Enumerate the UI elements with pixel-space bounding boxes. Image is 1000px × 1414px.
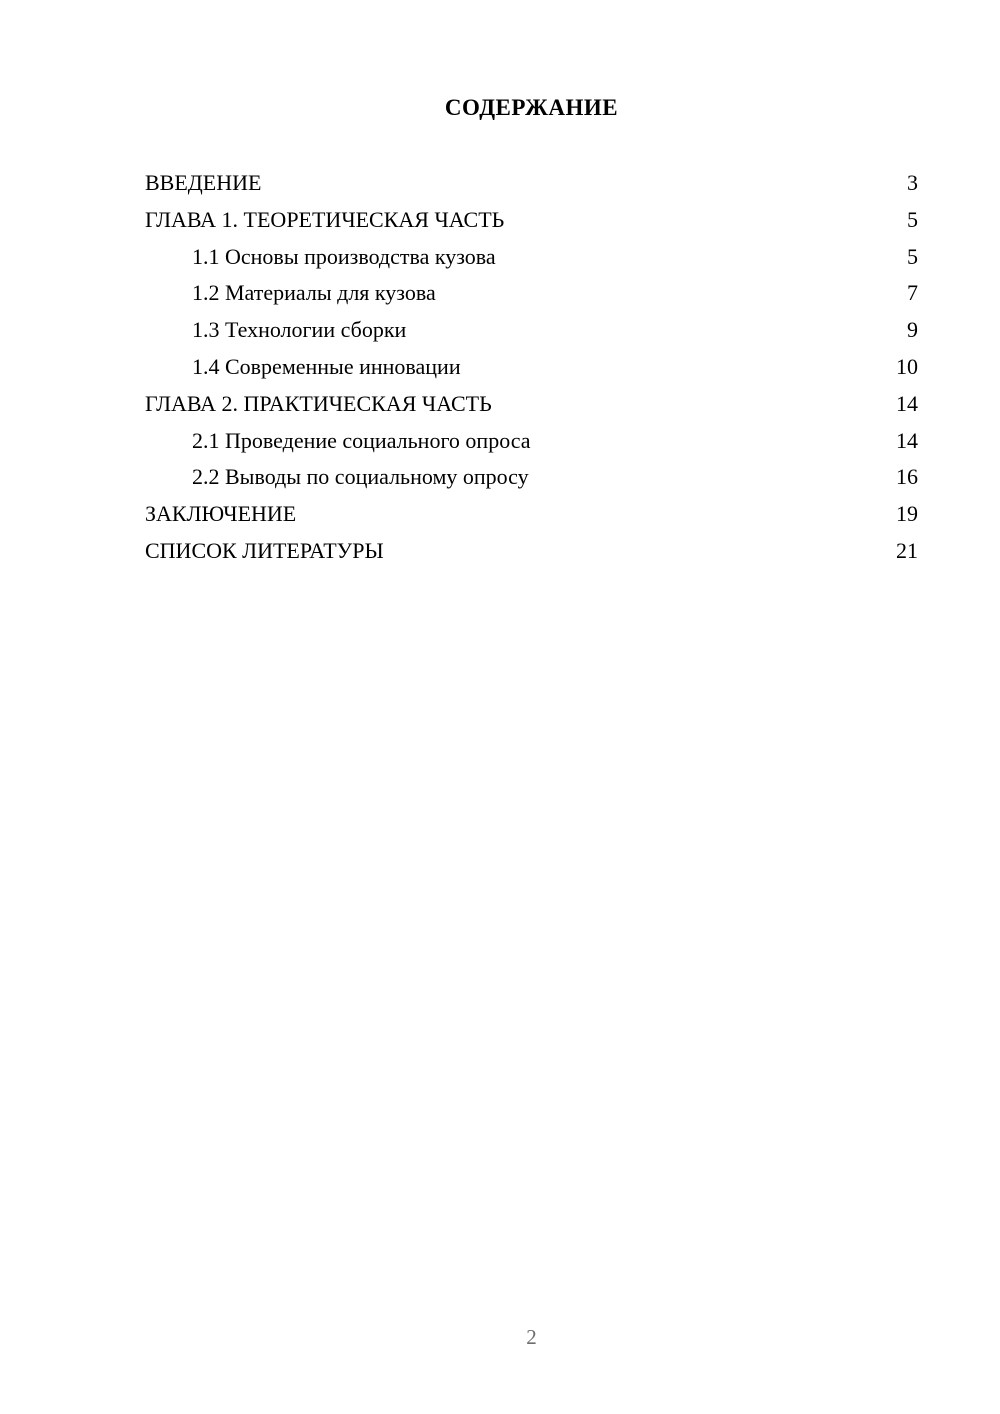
toc-entry — [145, 459, 918, 496]
toc-entry — [145, 496, 918, 533]
toc-entry-page: 3 — [907, 170, 918, 195]
page-title: СОДЕРЖАНИЕ — [444, 95, 619, 120]
toc-entry-label: 1.1 Основы производства кузова — [192, 243, 496, 269]
toc-entry-label: СПИСОК ЛИТЕРАТУРЫ — [145, 537, 384, 563]
toc-entry-page: 19 — [896, 501, 918, 527]
toc-entry-label: 1.4 Современные инновации — [192, 353, 461, 379]
toc-entry-label: ВВЕДЕНИЕ — [145, 170, 262, 195]
toc-entry — [145, 349, 918, 386]
toc-entry-label: 1.2 Материалы для кузова — [192, 280, 436, 306]
toc-entry — [145, 202, 918, 239]
toc-entry-page: 21 — [896, 537, 918, 563]
toc-entry-label: ГЛАВА 1. ТЕОРЕТИЧЕСКАЯ ЧАСТЬ — [145, 206, 505, 232]
toc-entry — [145, 423, 918, 460]
toc-entry-page: 14 — [896, 427, 918, 453]
toc-entry-page: 10 — [896, 353, 918, 379]
footer-page-number: 2 — [526, 1325, 537, 1349]
toc-entry-page: 9 — [907, 317, 918, 343]
toc-entry — [145, 239, 918, 276]
toc-entry — [145, 312, 918, 349]
toc-entry — [145, 165, 918, 202]
toc-entry-page: 5 — [907, 243, 918, 269]
toc-entry-label: 2.1 Проведение социального опроса — [192, 427, 531, 453]
toc-entry — [145, 386, 918, 423]
toc-entry — [145, 275, 918, 312]
toc-entry-label: 2.2 Выводы по социальному опросу — [192, 464, 529, 490]
toc-entry-page: 16 — [896, 464, 918, 490]
toc-entry-label: ГЛАВА 2. ПРАКТИЧЕСКАЯ ЧАСТЬ — [145, 390, 492, 416]
toc-entry-page: 14 — [896, 390, 918, 416]
toc-entry-page: 5 — [907, 206, 918, 232]
toc-list — [145, 165, 918, 570]
toc-entry-label: 1.3 Технологии сборки — [192, 317, 407, 343]
page-content — [145, 0, 918, 570]
toc-entry-page: 7 — [907, 280, 918, 306]
toc-entry-label: ЗАКЛЮЧЕНИЕ — [145, 501, 297, 527]
toc-entry — [145, 533, 918, 570]
